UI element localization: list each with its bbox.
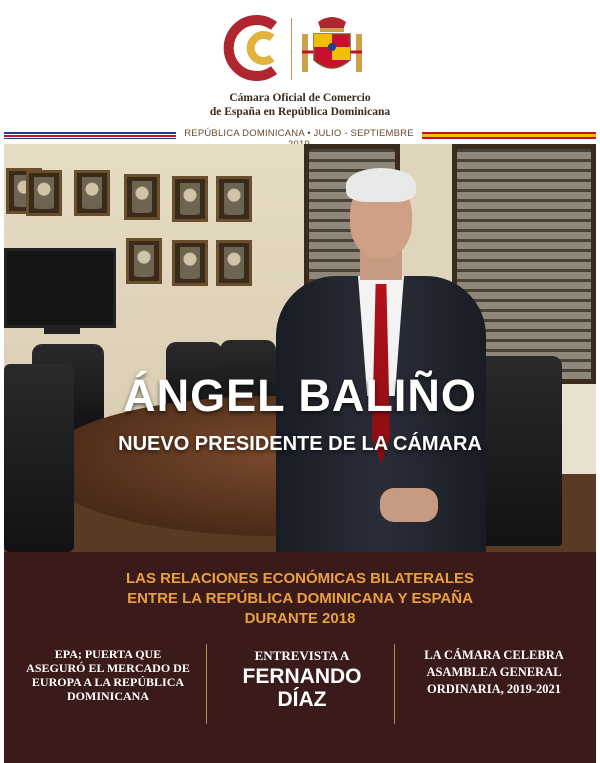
column-divider [206,644,207,724]
magazine-cover [4,0,596,763]
cover-subject [276,158,486,552]
interview-name: DÍAZ [277,688,327,711]
feature-assembly-line: LA CÁMARA CELEBRA [424,648,564,662]
spanish-flag-strip [422,132,596,139]
feature-epa-line: EUROPA A LA REPÚBLICA [31,675,185,689]
portrait-frame [172,176,208,222]
org-name-line2: de España en República Dominicana [209,106,391,118]
cover-headline-name: ÁNGEL BALIÑO [123,370,477,421]
masthead [4,0,596,139]
hands [380,488,438,522]
cover-headline-subtitle: NUEVO PRESIDENTE DE LA CÁMARA [118,433,482,455]
cover-photo [4,144,596,552]
dominican-flag-strip [4,132,176,139]
tv-stand [44,328,80,334]
portrait-frame [124,174,160,220]
feature-headline-line: DURANTE 2018 [244,610,356,627]
portrait-frame [26,170,62,216]
feature-epa-line: ASEGURÓ EL MERCADO DE [26,661,190,675]
feature-assembly-line: ORDINARIA, 2019-2021 [426,682,562,696]
features-panel [4,552,596,763]
column-divider [394,644,395,724]
feature-headline-line: ENTRE LA REPÚBLICA DOMINICANA Y ESPAÑA [127,590,473,607]
hair [346,168,416,202]
feature-assembly-line: ASAMBLEA GENERAL [426,665,562,679]
portrait-frame [216,240,252,286]
portrait-frame [74,170,110,216]
feature-epa [14,647,202,703]
interview-name: FERNANDO [242,665,362,688]
wall-tv [4,248,116,328]
feature-interview [214,647,390,710]
camara-cc-logo [222,12,286,84]
feature-epa-line: EPA; PUERTA QUE [54,647,162,661]
interview-label: ENTREVISTA A [254,648,350,663]
issue-date: REPÚBLICA DOMINICANA • JULIO - SEPTIEMBRE [184,128,414,139]
portrait-frame [216,176,252,222]
feature-epa-line: DOMINICANA [67,689,149,703]
feature-headline-line: LAS RELACIONES ECONÓMICAS BILATERALES [125,570,475,587]
spain-coat-of-arms-icon [298,12,366,84]
logo-divider [291,18,292,80]
portrait-frame [126,238,162,284]
portrait-frame [172,240,208,286]
feature-assembly [398,647,590,698]
org-name-line1: Cámara Oficial de Comercio [229,92,371,104]
